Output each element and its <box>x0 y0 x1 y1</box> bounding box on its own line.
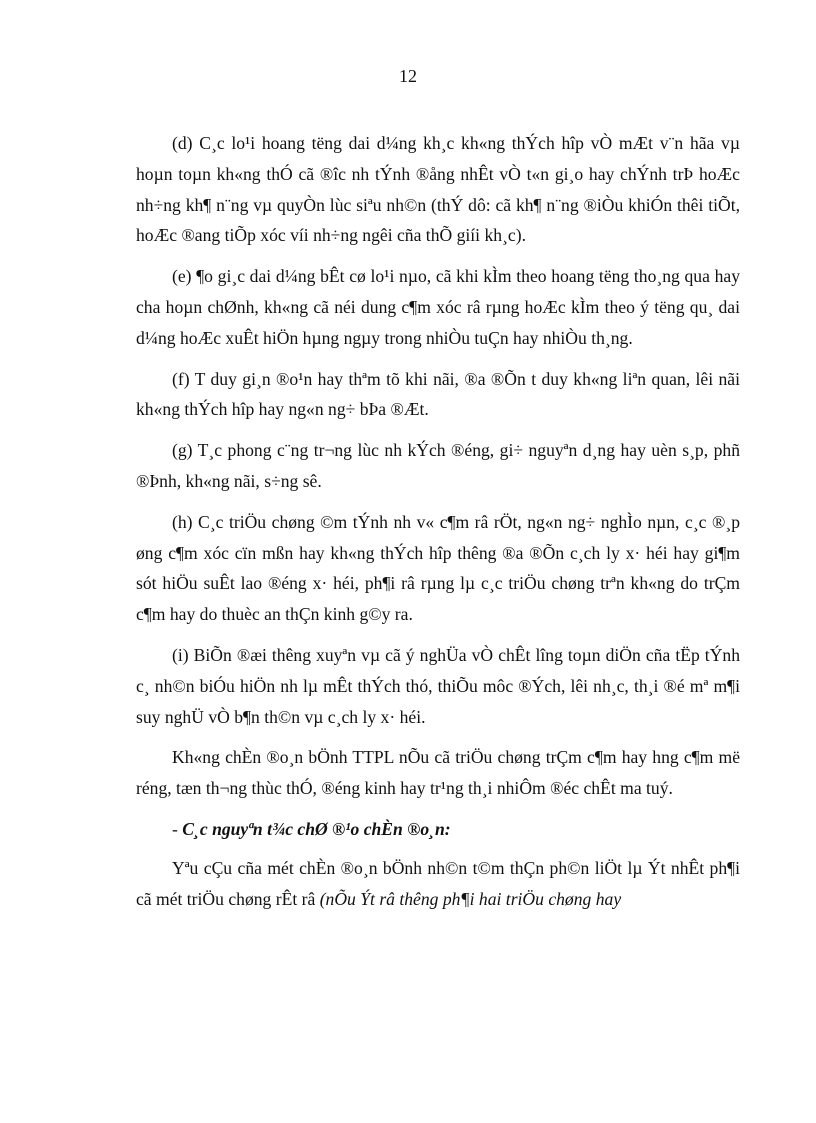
heading-text: C¸c nguyªn t¾c chØ ®¹o chÈn ®o¸n: <box>182 818 451 839</box>
page-number: 12 <box>399 66 417 86</box>
paragraph-criterion-i: (i) BiÕn ®æi thêng xuyªn vµ cã ý nghÜa vÒ chÊt lîng toµn diÖn cña tËp tÝnh c¸ nh©n biÓu hiÖn nh lµ mÊt thÝch thó, thiÕu môc ®Ých, lêi nh¸c, th¸i ®é mª m¶i suy nghÜ vÒ b¶n th©n vµ c¸ch ly x· héi. <box>136 644 740 727</box>
requirement-italic-text: (nÕu Ýt râ thêng ph¶i hai triÖu chøng hay <box>319 888 622 909</box>
paragraph-criterion-d: (d) C¸c lo¹i hoang tëng dai d¼ng kh¸c kh«ng thÝch hîp vÒ mÆt v¨n hãa vµ hoµn toµn kh«ng thÓ cã ®îc nh tÝnh ®ång nhÊt vÒ t«n gi¸o hay chÝnh trÞ hoÆc nh÷ng kh¶ n¨ng vµ quyÒn lùc siªu nh©n (thÝ dô: cã kh¶ n¨ng ®iÒu khiÓn thêi tiÕt, hoÆc ®ang tiÕp xóc víi nh÷ng ngêi cña thÕ giíi kh¸c). <box>136 133 740 246</box>
paragraph-exclusion: Kh«ng chÈn ®o¸n bÖnh TTPL nÕu cã triÖu chøng trÇm c¶m hay hng c¶m më réng, tæn th¬ng thùc thÓ, ®éng kinh hay tr¹ng th¸i nhiÔm ®éc chÊt ma tuý. <box>136 747 740 799</box>
requirement-text: Yªu cÇu cña mét chÈn ®o¸n bÖnh nh©n t©m thÇn ph©n liÖt lµ Ýt nhÊt ph¶i cã mét triÖu chøng rÊt râ <box>136 857 740 909</box>
paragraph-criterion-e: (e) ¶o gi¸c dai d¼ng bÊt cø lo¹i nµo, cã khi kÌm theo hoang tëng tho¸ng qua hay cha hoµn chØnh, kh«ng cã néi dung c¶m xóc râ rµng hoÆc kÌm theo ý tëng qu¸ dai d¼ng hoÆc xuÊt hiÖn hµng ngµy trong nhiÒu tuÇn hay nhiÒu th¸ng. <box>136 266 740 348</box>
body-text <box>136 128 740 924</box>
paragraph-requirement <box>136 853 740 915</box>
paragraph-criterion-g: (g) T¸c phong c¨ng tr¬ng lùc nh kÝch ®éng, gi÷ nguyªn d¸ng hay uèn s¸p, phñ ®Þnh, kh«ng nãi, s÷ng sê. <box>136 440 740 491</box>
paragraph-criterion-f: (f) T duy gi¸n ®o¹n hay thªm tõ khi nãi, ®a ®Õn t duy kh«ng liªn quan, lêi nãi kh«ng thÝch hîp hay ng«n ng÷ bÞa ®Æt. <box>136 368 740 420</box>
section-heading <box>136 814 740 845</box>
paragraph-criterion-h: (h) C¸c triÖu chøng ©m tÝnh nh v« c¶m râ rÖt, ng«n ng÷ nghÌo nµn, c¸c ®¸p øng c¶m xóc cïn mßn hay kh«ng thÝch hîp thêng ®a ®Õn c¸ch ly x· héi hay gi¶m sót hiÖu suÊt lao ®éng x· héi, ph¶i râ rµng lµ c¸c triÖu chøng trªn kh«ng do trÇm c¶m hay do thuèc an thÇn kinh g©y ra. <box>136 511 740 625</box>
heading-dash: - <box>172 818 183 839</box>
